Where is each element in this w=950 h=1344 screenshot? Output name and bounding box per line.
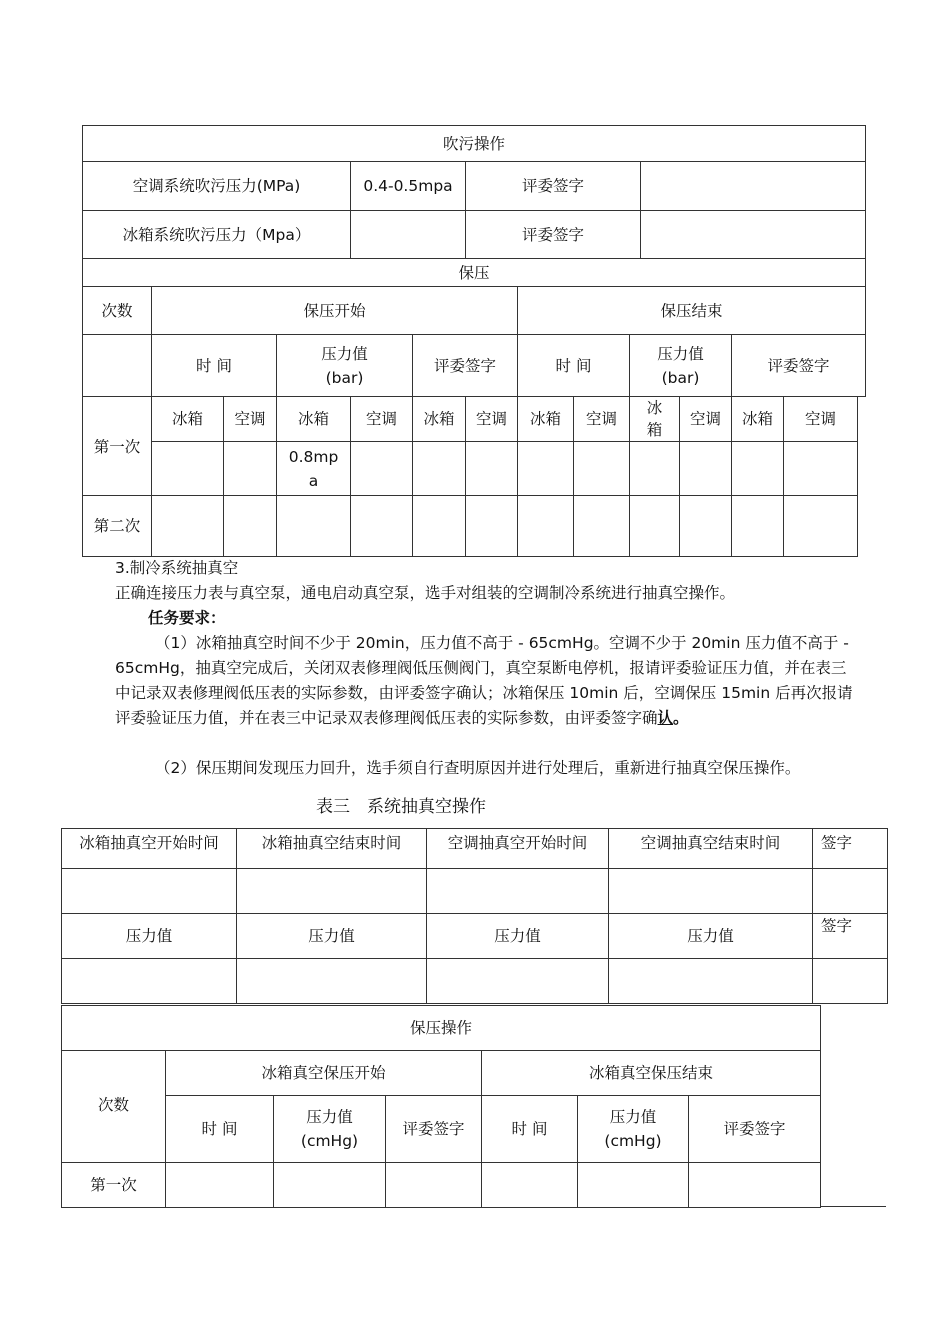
requirement-1: （1）冰箱抽真空时间不少于 20min，压力值不高于 - 65cmHg。空调不少于 20min 压力值不高于 - 65cmHg，抽真空完成后，关闭双表修理阀低压侧阀门，真空泵断电停机，报请评委验证压力值，并在表三中记录双表修理阀低压表的实际参数，由评委签字确认；冰箱保压 10min 后，空调保压 15min 后再次报请评委验证压力值，并在表三中记录双表修理阀低压表的实际参数，由评委签字确认。 xyxy=(115,634,853,727)
time-label: 时 间 xyxy=(152,335,277,397)
pressure-header: 压力值 xyxy=(62,914,237,959)
ac-label: 空调系统吹污压力(MPa) xyxy=(83,162,351,211)
ac-label: 空调 xyxy=(574,397,630,442)
section-intro: 正确连接压力表与真空泵，通电启动真空泵，选手对组装的空调制冷系统进行抽真空操作。 xyxy=(115,584,736,602)
fridge-label: 冰箱 xyxy=(630,397,680,442)
judge-sign-label: 评委签字 xyxy=(689,1096,821,1163)
divider xyxy=(820,1206,886,1207)
header: 空调抽真空结束时间 xyxy=(609,829,813,869)
hold-end: 保压结束 xyxy=(518,287,866,335)
pressure-header: 压力值 xyxy=(237,914,427,959)
hold-op-title: 保压操作 xyxy=(62,1006,821,1051)
pressure-header: 压力值 xyxy=(609,914,813,959)
section-heading: 3.制冷系统抽真空 xyxy=(115,559,239,577)
judge-sign-label: 评委签字 xyxy=(466,211,641,259)
blowdown-title: 吹污操作 xyxy=(83,126,866,162)
pressure-label: 压力值 (cmHg) xyxy=(578,1096,689,1163)
judge-sign-label: 评委签字 xyxy=(386,1096,482,1163)
pressure-label: 压力值 (bar) xyxy=(277,335,413,397)
count-label: 次数 xyxy=(83,287,152,335)
vacuum-hold-table xyxy=(61,1005,821,1208)
first-fridge-pressure: 0.8mpa xyxy=(277,442,351,496)
hold-record-table xyxy=(82,396,858,557)
hold-start: 冰箱真空保压开始 xyxy=(166,1051,482,1096)
count-label: 次数 xyxy=(62,1051,166,1163)
vacuum-table xyxy=(61,828,888,1004)
requirements-title: 任务要求： xyxy=(148,609,226,627)
second-row-label: 第二次 xyxy=(83,496,152,557)
fridge-label: 冰箱 xyxy=(732,397,784,442)
ac-label: 空调 xyxy=(351,397,413,442)
fridge-label: 冰箱 xyxy=(518,397,574,442)
header: 冰箱抽真空开始时间 xyxy=(62,829,237,869)
judge-sign-label: 评委签字 xyxy=(413,335,518,397)
first-row-label: 第一次 xyxy=(62,1163,166,1208)
time-label: 时 间 xyxy=(518,335,630,397)
pressure-header: 压力值 xyxy=(427,914,609,959)
judge-sign-label: 评委签字 xyxy=(732,335,866,397)
table3-caption: 表三 系统抽真空操作 xyxy=(316,797,486,817)
hold-start: 保压开始 xyxy=(152,287,518,335)
hold-header-table xyxy=(82,286,866,397)
ac-label: 空调 xyxy=(466,397,518,442)
judge-sign-label: 评委签字 xyxy=(466,162,641,211)
requirement-2: （2）保压期间发现压力回升，选手须自行查明原因并进行处理后，重新进行抽真空保压操作。 xyxy=(155,759,801,777)
cell xyxy=(83,335,152,397)
hold-title: 保压 xyxy=(83,259,866,287)
time-label: 时 间 xyxy=(482,1096,578,1163)
fridge-label: 冰箱 xyxy=(413,397,466,442)
first-row-label: 第一次 xyxy=(83,397,152,496)
cell xyxy=(641,211,866,259)
pressure-label: 压力值 (bar) xyxy=(630,335,732,397)
time-label: 时 间 xyxy=(166,1096,274,1163)
fridge-label: 冰箱系统吹污压力（Mpa） xyxy=(83,211,351,259)
blowdown-table xyxy=(82,125,866,287)
cell xyxy=(351,211,466,259)
fridge-label: 冰箱 xyxy=(277,397,351,442)
header: 冰箱抽真空结束时间 xyxy=(237,829,427,869)
header: 签字 xyxy=(813,829,888,869)
ac-label: 空调 xyxy=(784,397,858,442)
ac-value: 0.4-0.5mpa xyxy=(351,162,466,211)
pressure-label: 压力值 (cmHg) xyxy=(274,1096,386,1163)
header: 空调抽真空开始时间 xyxy=(427,829,609,869)
ac-label: 空调 xyxy=(224,397,277,442)
fridge-label: 冰箱 xyxy=(152,397,224,442)
sign-header: 签字 xyxy=(813,914,888,959)
hold-end: 冰箱真空保压结束 xyxy=(482,1051,821,1096)
ac-label: 空调 xyxy=(680,397,732,442)
cell xyxy=(641,162,866,211)
